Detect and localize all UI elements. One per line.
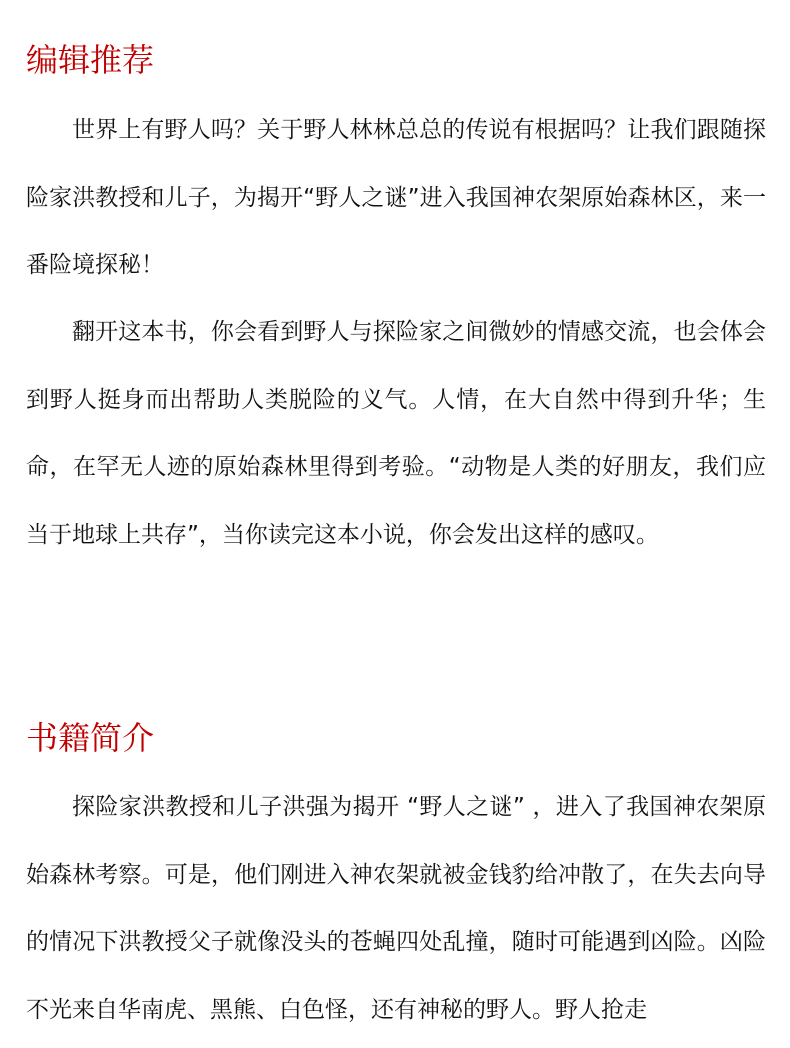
book-introduction-heading: 书籍简介 <box>26 719 155 757</box>
editor-recommendation-paragraph-2: 翻开这本书，你会看到野人与探险家之间微妙的情感交流，也会体会到野人挺身而出帮助人类脱险的义气。人情，在大自然中得到升华；生命，在罕无人迹的原始森林里得到考验。“动物是人类的好朋友，我们应当于地球上共存”，当你读完这本小说，你会发出这样的感叹。 <box>26 319 766 548</box>
editor-recommendation-heading: 编辑推荐 <box>26 41 155 79</box>
book-introduction-paragraph-1: 探险家洪教授和儿子洪强为揭开 “野人之谜” ，进入了我国神农架原始森林考察。可是，他们刚进入神农架就被金钱豹给冲散了，在失去向导的情况下洪教授父子就像没头的苍蝇四处乱撞，随时可能遇到凶险。凶险不光来自华南虎、黑熊、白色怪，还有神秘的野人。野人抢走 <box>26 794 766 1023</box>
editor-recommendation-paragraph-1: 世界上有野人吗？关于野人林林总总的传说有根据吗？让我们跟随探险家洪教授和儿子，为揭开“野人之谜”进入我国神农架原始森林区，来一番险境探秘！ <box>26 117 766 279</box>
